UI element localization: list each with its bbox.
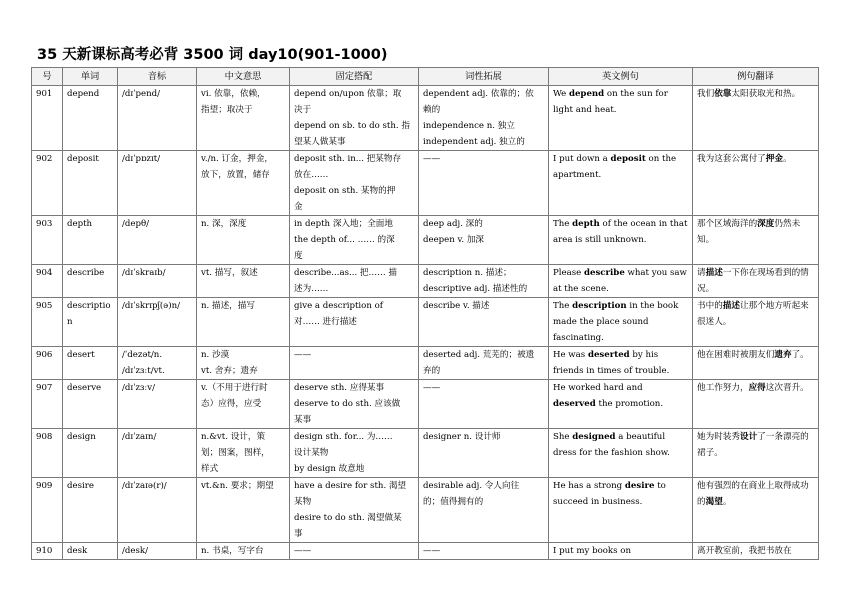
english-example-text: the promotion. <box>595 399 664 409</box>
example-translation-text: 她为时装秀 <box>697 432 740 442</box>
part-of-speech-extension-line: descriptive adj. 描述性的 <box>423 284 528 294</box>
fixed-phrases-line: 述为…… <box>294 284 329 294</box>
english-example-text: She <box>553 432 573 442</box>
chinese-meaning <box>197 265 290 298</box>
part-of-speech-extension-line: designer n. 设计师 <box>423 432 501 442</box>
table-body <box>32 86 819 560</box>
english-example-text: of the ocean in that area is still unknown. <box>553 219 688 245</box>
part-of-speech-extension <box>419 86 549 151</box>
chinese-meaning-line: v./n. 订金，押金， <box>201 154 274 164</box>
fixed-phrases-line: deposit on sth. 某物的押 <box>294 186 396 196</box>
word: desk <box>63 543 118 560</box>
english-example-text: He was <box>553 350 588 360</box>
fixed-phrases <box>290 543 419 560</box>
chinese-meaning-line: v.（不用于进行时 <box>201 383 268 393</box>
chinese-meaning <box>197 216 290 265</box>
chinese-meaning-line: vt.&n. 要求；期望 <box>201 481 274 491</box>
phonetic <box>118 429 197 478</box>
table-row <box>32 380 819 429</box>
word-number: 907 <box>32 380 63 429</box>
example-translation-highlight: 描述 <box>705 268 723 278</box>
phonetic-line: /dɪˈskraɪb/ <box>122 268 166 278</box>
chinese-meaning <box>197 543 290 560</box>
part-of-speech-extension-line: —— <box>423 154 441 164</box>
english-example-text: to succeed in business. <box>553 481 666 507</box>
english-example <box>549 478 693 543</box>
phonetic <box>118 543 197 560</box>
chinese-meaning-line: vi. 依靠，依赖， <box>201 89 266 99</box>
fixed-phrases-line: have a desire for sth. 渴望 <box>294 481 407 491</box>
word: deserve <box>63 380 118 429</box>
fixed-phrases-line: 事 <box>294 529 303 539</box>
word: description <box>63 298 118 347</box>
english-example <box>549 86 693 151</box>
part-of-speech-extension <box>419 347 549 380</box>
example-translation-highlight: 描述 <box>722 301 740 311</box>
example-translation-text: 我为这套公寓付了 <box>697 154 766 164</box>
table-row <box>32 265 819 298</box>
chinese-meaning-line: n. 书桌，写字台 <box>201 546 264 556</box>
fixed-phrases-line: depend on sb. to do sth. 指 <box>294 121 410 131</box>
chinese-meaning-line: n. 描述，描写 <box>201 301 255 311</box>
example-translation-text: 我们 <box>697 89 715 99</box>
fixed-phrases-line: deposit sth. in... 把某物存 <box>294 154 402 164</box>
fixed-phrases-line: 某物 <box>294 497 312 507</box>
header-number: 号 <box>32 68 63 86</box>
fixed-phrases-line: 决于 <box>294 105 312 115</box>
phonetic <box>118 265 197 298</box>
word: desert <box>63 347 118 380</box>
example-translation <box>693 543 819 560</box>
word: deposit <box>63 151 118 216</box>
word-number: 904 <box>32 265 63 298</box>
example-translation-text: 。 <box>722 497 732 507</box>
fixed-phrases-line: 某事 <box>294 415 312 425</box>
english-example-highlight: description <box>572 301 627 311</box>
phonetic <box>118 478 197 543</box>
english-example-text: We <box>553 89 569 99</box>
example-translation <box>693 478 819 543</box>
example-translation-text: 书中的 <box>697 301 723 311</box>
fixed-phrases <box>290 380 419 429</box>
fixed-phrases <box>290 216 419 265</box>
chinese-meaning-line: 指望；取决于 <box>201 105 253 115</box>
english-example <box>549 543 693 560</box>
fixed-phrases <box>290 86 419 151</box>
table-row <box>32 216 819 265</box>
english-example-text: by his friends in times of trouble. <box>553 350 670 376</box>
table-row <box>32 151 819 216</box>
word: depend <box>63 86 118 151</box>
english-example-highlight: designed <box>572 432 616 442</box>
example-translation-highlight: 深度 <box>757 219 775 229</box>
part-of-speech-extension-line: description n. 描述； <box>423 268 512 278</box>
word-number: 901 <box>32 86 63 151</box>
chinese-meaning-line: vt. 舍弃；遗弃 <box>201 366 258 376</box>
fixed-phrases <box>290 347 419 380</box>
part-of-speech-extension <box>419 151 549 216</box>
phonetic <box>118 86 197 151</box>
fixed-phrases-line: deserve sth. 应得某事 <box>294 383 385 393</box>
english-example <box>549 216 693 265</box>
example-translation-text: 那个区域海洋的 <box>697 219 758 229</box>
example-translation-text: 一下你在现场看到的情况。 <box>697 268 809 294</box>
phonetic-line: /ˈdezət/n. <box>122 350 163 360</box>
chinese-meaning <box>197 429 290 478</box>
phonetic-line: /dɪˈpend/ <box>122 89 161 99</box>
fixed-phrases-line: 对…… 进行描述 <box>294 317 357 327</box>
table-row <box>32 478 819 543</box>
word: describe <box>63 265 118 298</box>
fixed-phrases-line: depend on/upon 依靠；取 <box>294 89 402 99</box>
phonetic <box>118 380 197 429</box>
phonetic <box>118 216 197 265</box>
english-example <box>549 380 693 429</box>
fixed-phrases-line: 设计某物 <box>294 448 329 458</box>
example-translation-text: 他在困难时被朋友们 <box>697 350 775 360</box>
english-example <box>549 151 693 216</box>
fixed-phrases <box>290 265 419 298</box>
english-example-text: what you saw at the scene. <box>553 268 687 294</box>
fixed-phrases-line: deserve to do sth. 应该做 <box>294 399 401 409</box>
chinese-meaning-line: n. 深，深度 <box>201 219 247 229</box>
word-number: 905 <box>32 298 63 347</box>
table-header-row <box>32 68 819 86</box>
header-word: 单词 <box>63 68 118 86</box>
part-of-speech-extension-line: deserted adj. 荒芜的；被遗 <box>423 350 535 360</box>
word-number: 909 <box>32 478 63 543</box>
english-example-text: on the apartment. <box>553 154 677 180</box>
example-translation-text: 了。 <box>791 350 809 360</box>
fixed-phrases-line: 放在…… <box>294 170 329 180</box>
part-of-speech-extension <box>419 429 549 478</box>
english-example <box>549 265 693 298</box>
fixed-phrases-line: design sth. for... 为…… <box>294 432 393 442</box>
english-example <box>549 298 693 347</box>
example-translation <box>693 86 819 151</box>
english-example <box>549 429 693 478</box>
word: design <box>63 429 118 478</box>
example-translation-highlight: 遗弃 <box>774 350 792 360</box>
example-translation-text: 他有强烈的在商业上取得成功的 <box>697 481 809 507</box>
english-example-text: The <box>553 301 573 311</box>
fixed-phrases-line: desire to do sth. 渴望做某 <box>294 513 402 523</box>
table-row <box>32 429 819 478</box>
example-translation-text: 仍然未知。 <box>697 219 801 245</box>
part-of-speech-extension-line: —— <box>423 383 441 393</box>
fixed-phrases-line: 度 <box>294 251 303 261</box>
phonetic-line: /dɪˈzɜːv/ <box>122 383 156 393</box>
chinese-meaning <box>197 298 290 347</box>
table-row <box>32 543 819 560</box>
phonetic-line: /depθ/ <box>122 219 150 229</box>
example-translation-text: 太阳获取光和热。 <box>731 89 801 99</box>
part-of-speech-extension-line: 的；值得拥有的 <box>423 497 484 507</box>
example-translation <box>693 429 819 478</box>
part-of-speech-extension <box>419 265 549 298</box>
example-translation <box>693 216 819 265</box>
chinese-meaning-line: 划；图案，图样， <box>201 448 270 458</box>
word-number: 906 <box>32 347 63 380</box>
fixed-phrases-line: 望某人做某事 <box>294 137 346 147</box>
word-number: 908 <box>32 429 63 478</box>
phonetic <box>118 151 197 216</box>
english-example-highlight: deserved <box>553 399 596 409</box>
phonetic <box>118 298 197 347</box>
example-translation-text: 他工作努力， <box>697 383 749 393</box>
fixed-phrases-line: describe...as... 把…… 描 <box>294 268 398 278</box>
example-translation <box>693 347 819 380</box>
english-example-highlight: deposit <box>610 154 646 164</box>
chinese-meaning-line: 放下，放置，储存 <box>201 170 270 180</box>
english-example-text: I put my books on <box>553 546 631 556</box>
part-of-speech-extension-line: deepen v. 加深 <box>423 235 485 245</box>
fixed-phrases <box>290 478 419 543</box>
fixed-phrases-line: the depth of... …… 的深 <box>294 235 395 245</box>
english-example-text: He worked hard and <box>553 383 643 393</box>
english-example-text: I put down a <box>553 154 611 164</box>
fixed-phrases-line: by design 故意地 <box>294 464 365 474</box>
chinese-meaning-line: n. 沙漠 <box>201 350 230 360</box>
fixed-phrases-line: give a description of <box>294 301 383 311</box>
example-translation-highlight: 设计 <box>739 432 758 442</box>
chinese-meaning-line: 态）应得，应受 <box>201 399 262 409</box>
part-of-speech-extension <box>419 478 549 543</box>
fixed-phrases <box>290 151 419 216</box>
header-phonetic: 音标 <box>118 68 197 86</box>
example-translation-highlight: 押金 <box>765 154 783 164</box>
example-translation-text: 让那个地方听起来很迷人。 <box>697 301 809 327</box>
example-translation-text: 了一条漂亮的裙子。 <box>697 432 809 458</box>
part-of-speech-extension-line: 弃的 <box>423 366 441 376</box>
part-of-speech-extension-line: independence n. 独立 <box>423 121 515 131</box>
header-translation: 例句翻译 <box>693 68 819 86</box>
vocabulary-table <box>31 67 819 560</box>
word-number: 903 <box>32 216 63 265</box>
english-example-text: Please <box>553 268 584 278</box>
example-translation-highlight: 应得 <box>748 383 766 393</box>
fixed-phrases-line: 金 <box>294 202 303 212</box>
part-of-speech-extension-line: 赖的 <box>423 105 441 115</box>
header-extension: 词性拓展 <box>419 68 549 86</box>
chinese-meaning <box>197 86 290 151</box>
english-example-text: He has a strong <box>553 481 625 491</box>
phonetic <box>118 347 197 380</box>
example-translation-text: 这次晋升。 <box>765 383 809 393</box>
fixed-phrases-line: —— <box>294 546 312 556</box>
part-of-speech-extension-line: —— <box>423 546 441 556</box>
chinese-meaning-line: n.&vt. 设计，策 <box>201 432 266 442</box>
phonetic-line: /dɪˈpɒzɪt/ <box>122 154 161 164</box>
chinese-meaning-line: 样式 <box>201 464 219 474</box>
english-example-text: a beautiful dress for the fashion show. <box>553 432 670 458</box>
phonetic-line: /dɪˈskrɪpʃ(ə)n/ <box>122 301 181 311</box>
english-example-highlight: describe <box>583 268 625 278</box>
english-example-text: on the sun for light and heat. <box>553 89 668 115</box>
chinese-meaning <box>197 380 290 429</box>
english-example-highlight: depth <box>572 219 600 229</box>
word: depth <box>63 216 118 265</box>
example-translation-text: 。 <box>782 154 792 164</box>
part-of-speech-extension-line: describe v. 描述 <box>423 301 490 311</box>
example-translation <box>693 265 819 298</box>
english-example-highlight: desire <box>624 481 655 491</box>
table-row <box>32 298 819 347</box>
fixed-phrases <box>290 298 419 347</box>
example-translation <box>693 151 819 216</box>
english-example-highlight: deserted <box>587 350 630 360</box>
phonetic-line: /dɪˈzaɪn/ <box>122 432 157 442</box>
example-translation <box>693 298 819 347</box>
part-of-speech-extension <box>419 380 549 429</box>
part-of-speech-extension-line: dependent adj. 依靠的；依 <box>423 89 534 99</box>
header-phrases: 固定搭配 <box>290 68 419 86</box>
word-number: 910 <box>32 543 63 560</box>
table-row <box>32 347 819 380</box>
part-of-speech-extension-line: deep adj. 深的 <box>423 219 483 229</box>
english-example <box>549 347 693 380</box>
example-translation-highlight: 渴望 <box>705 497 723 507</box>
phonetic-line: /dɪˈzɜːt/vt. <box>122 366 165 376</box>
english-example-text: in the book made the place sound fascinating. <box>553 301 679 343</box>
word-number: 902 <box>32 151 63 216</box>
phonetic-line: /dɪˈzaɪə(r)/ <box>122 481 167 491</box>
phonetic-line: /desk/ <box>122 546 148 556</box>
chinese-meaning <box>197 347 290 380</box>
chinese-meaning <box>197 151 290 216</box>
example-translation-highlight: 依靠 <box>714 89 732 99</box>
part-of-speech-extension-line: independent adj. 独立的 <box>423 137 525 147</box>
table-row <box>32 86 819 151</box>
english-example-highlight: depend <box>568 89 605 99</box>
example-translation-text: 请 <box>697 268 706 278</box>
example-translation-text: 离开教室前，我把书放在 <box>697 546 792 556</box>
header-meaning: 中文意思 <box>197 68 290 86</box>
header-example: 英文例句 <box>549 68 693 86</box>
fixed-phrases-line: in depth 深入地；全面地 <box>294 219 393 229</box>
chinese-meaning-line: vt. 描写，叙述 <box>201 268 258 278</box>
example-translation <box>693 380 819 429</box>
part-of-speech-extension <box>419 543 549 560</box>
part-of-speech-extension-line: desirable adj. 令人向往 <box>423 481 520 491</box>
fixed-phrases <box>290 429 419 478</box>
english-example-text: The <box>553 219 573 229</box>
fixed-phrases-line: —— <box>294 350 312 360</box>
part-of-speech-extension <box>419 298 549 347</box>
page-title: 35 天新课标高考必背 3500 词 day10(901-1000) <box>37 47 388 63</box>
chinese-meaning <box>197 478 290 543</box>
part-of-speech-extension <box>419 216 549 265</box>
word: desire <box>63 478 118 543</box>
